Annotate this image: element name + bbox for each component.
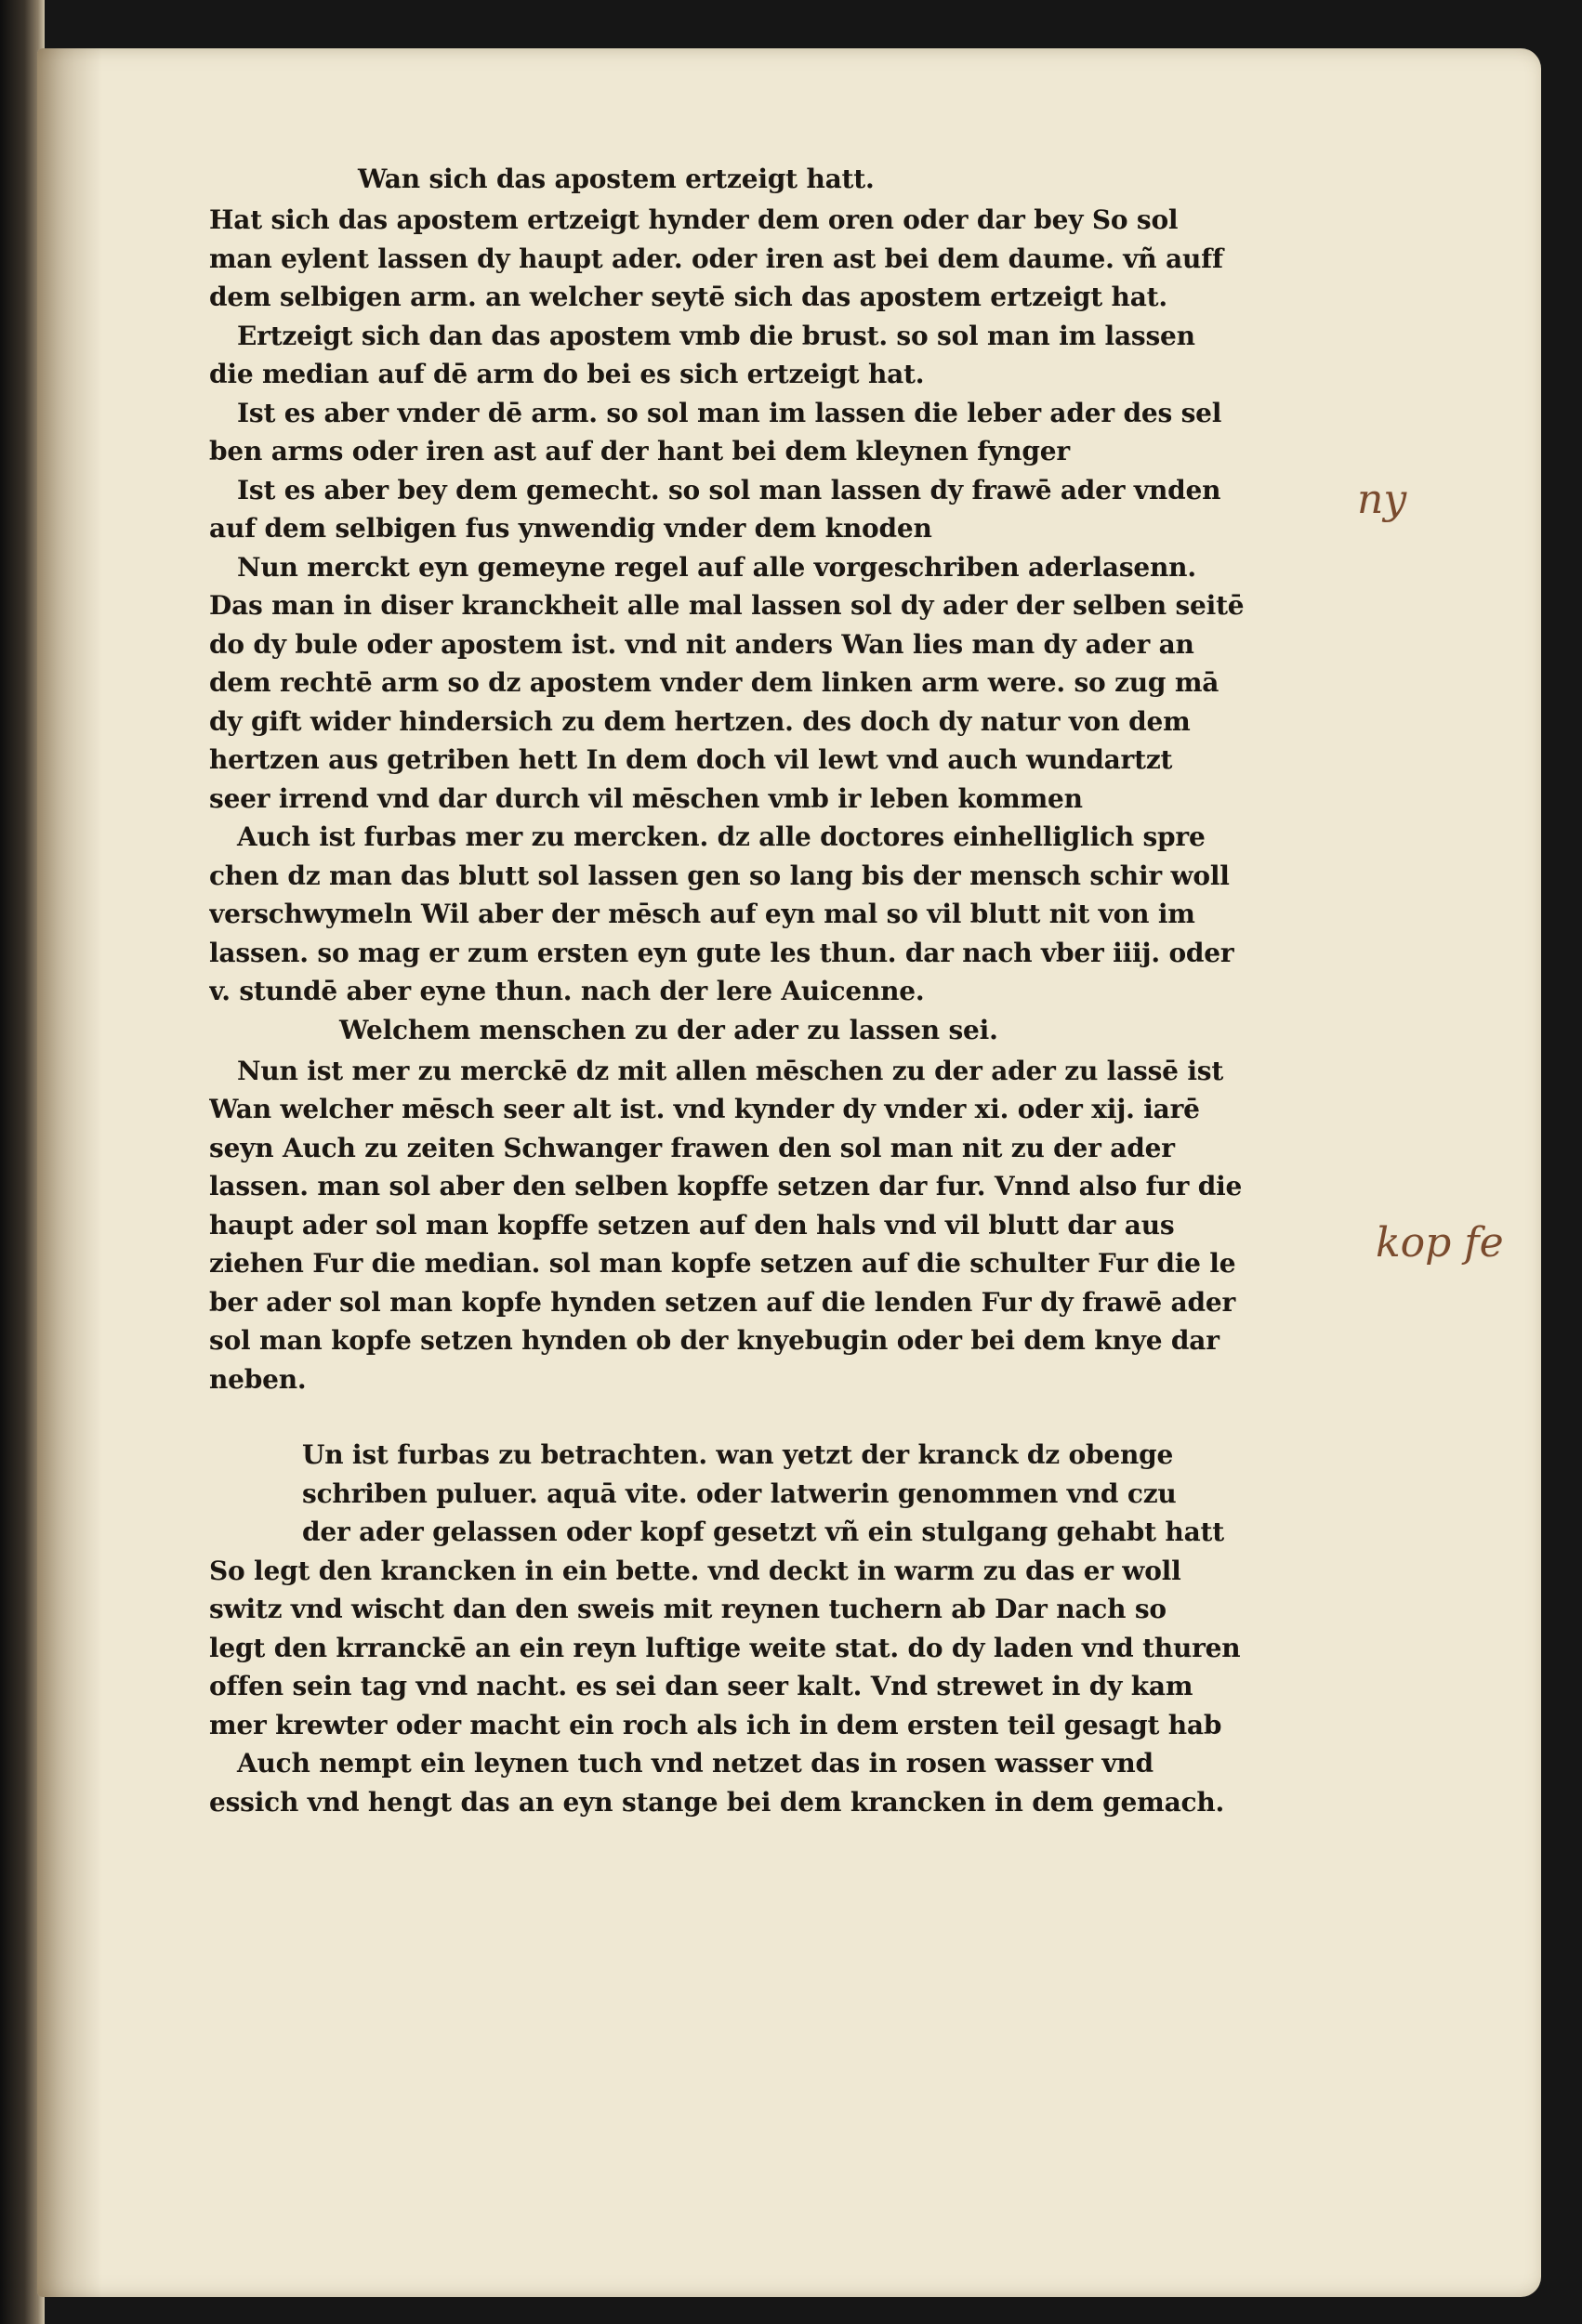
text-line: lassen. man sol aber den selben kopffe setzen dar fur. Vnnd also fur die bbox=[209, 1171, 1243, 1201]
text-line: Ist es aber bey dem gemecht. so sol man lassen dy frawē ader vnden bbox=[237, 474, 1221, 506]
text-line: Wan welcher mēsch seer alt ist. vnd kynder dy vnder xi. oder xij. iarē bbox=[209, 1094, 1200, 1124]
text-line: seer irrend vnd dar durch vil mēschen vmb ir leben kommen bbox=[209, 782, 1083, 814]
page-gutter-shadow bbox=[37, 48, 102, 2297]
text-line: hertzen aus getriben hett In dem doch vil lewt vnd auch wundartzt bbox=[209, 744, 1173, 775]
text-line: Auch ist furbas mer zu mercken. dz alle doctores einhelliglich spre bbox=[237, 821, 1206, 852]
text-line: do dy bule oder apostem ist. vnd nit anders Wan lies man dy ader an bbox=[209, 628, 1194, 660]
text-line: neben. bbox=[209, 1363, 307, 1395]
text-line: ziehen Fur die median. sol man kopfe setzen auf die schulter Fur die le bbox=[209, 1248, 1236, 1279]
page-text bbox=[209, 160, 1380, 1821]
text-line: Ertzeigt sich dan das apostem vmb die brust. so sol man im lassen bbox=[237, 320, 1195, 351]
text-line: schriben puluer. aquā vite. oder latwerin genommen vnd czu bbox=[302, 1477, 1177, 1509]
text-line: lassen. so mag er zum ersten eyn gute les thun. dar nach vber iiij. oder bbox=[209, 937, 1234, 968]
margin-annotation: kop fe bbox=[1376, 1219, 1504, 1267]
margin-annotation: ny bbox=[1357, 476, 1407, 523]
text-line: verschwymeln Wil aber der mēsch auf eyn mal so vil blutt nit von im bbox=[209, 899, 1195, 929]
text-line: ber ader sol man kopfe hynden setzen auf die lenden Fur dy frawē ader bbox=[209, 1286, 1236, 1318]
text-line: dem rechtē arm so dz apostem vnder dem linken arm were. so zug mā bbox=[209, 667, 1219, 698]
text-line: Das man in diser kranckheit alle mal lassen sol dy ader der selben seitē bbox=[209, 590, 1245, 621]
text-line: man eylent lassen dy haupt ader. oder iren ast bei dem daume. vñ auff bbox=[209, 243, 1223, 274]
book-page bbox=[37, 48, 1541, 2297]
text-line: switz vnd wischt dan den sweis mit reynen tuchern ab Dar nach so bbox=[209, 1594, 1167, 1624]
text-line: essich vnd hengt das an eyn stange bei dem krancken in dem gemach. bbox=[209, 1786, 1225, 1818]
section-gap bbox=[209, 1398, 1380, 1436]
text-line: mer krewter oder macht ein roch als ich in dem ersten teil gesagt hab bbox=[209, 1709, 1222, 1740]
text-line: Auch nempt ein leynen tuch vnd netzet das in rosen wasser vnd bbox=[237, 1748, 1154, 1779]
text-line: chen dz man das blutt sol lassen gen so lang bis der mensch schir woll bbox=[209, 860, 1230, 891]
text-line: legt den krranckē an ein reyn luftige weite stat. do dy laden vnd thuren bbox=[209, 1632, 1241, 1663]
text-line: offen sein tag vnd nacht. es sei dan seer kalt. Vnd strewet in dy kam bbox=[209, 1671, 1193, 1701]
text-line: Hat sich das apostem ertzeigt hynder dem oren oder dar bey So sol bbox=[209, 204, 1179, 235]
text-line: dem selbigen arm. an welcher seytē sich das apostem ertzeigt hat. bbox=[209, 282, 1167, 312]
text-line: der ader gelassen oder kopf gesetzt vñ ein stulgang gehabt hatt bbox=[302, 1517, 1224, 1547]
text-line: auf dem selbigen fus ynwendig vnder dem knoden bbox=[209, 513, 932, 544]
text-line: ben arms oder iren ast auf der hant bei dem kleynen fynger bbox=[209, 436, 1070, 466]
text-line: haupt ader sol man kopffe setzen auf den hals vnd vil blutt dar aus bbox=[209, 1209, 1175, 1241]
text-line: dy gift wider hindersich zu dem hertzen. des doch dy natur von dem bbox=[209, 705, 1191, 737]
section-heading-2: Welchem menschen zu der ader zu lassen sei. bbox=[339, 1014, 998, 1045]
text-line: Ist es aber vnder dē arm. so sol man im lassen die leber ader des sel bbox=[237, 397, 1222, 428]
text-line: v. stundē aber eyne thun. nach der lere Auicenne. bbox=[209, 976, 925, 1006]
text-line: seyn Auch zu zeiten Schwanger frawen den sol man nit zu der ader bbox=[209, 1132, 1175, 1163]
text-line: die median auf dē arm do bei es sich ertzeigt hat. bbox=[209, 359, 925, 389]
text-line: Nun merckt eyn gemeyne regel auf alle vorgeschriben aderlasenn. bbox=[237, 551, 1196, 583]
text-line: Nun ist mer zu merckē dz mit allen mēschen zu der ader zu lassē ist bbox=[237, 1055, 1224, 1086]
section-heading-1: Wan sich das apostem ertzeigt hatt. bbox=[358, 164, 875, 194]
text-line: Un ist furbas zu betrachten. wan yetzt der kranck dz obenge bbox=[302, 1439, 1174, 1470]
text-line: sol man kopfe setzen hynden ob der knyebugin oder bei dem knye dar bbox=[209, 1325, 1219, 1356]
text-line: So legt den krancken in ein bette. vnd deckt in warm zu das er woll bbox=[209, 1555, 1181, 1586]
